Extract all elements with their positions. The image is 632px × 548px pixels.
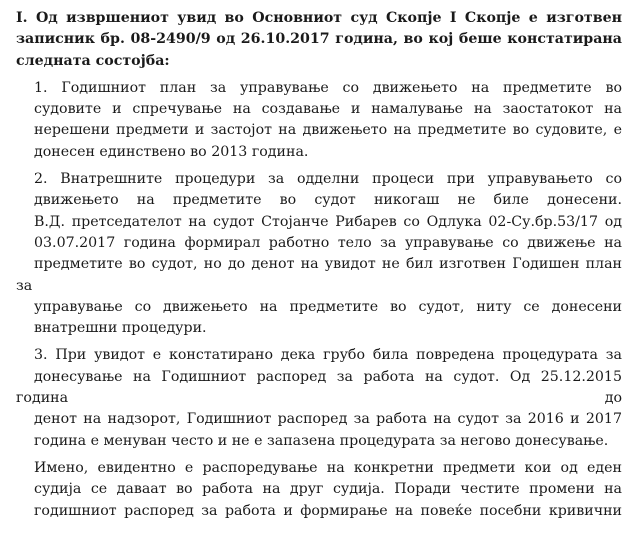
paragraph-line: судија се даваат во работа на друг судија. Поради честите промени на [34, 481, 622, 498]
paragraph-line: годишниот распоред за работа и формирање на повеќе посебни кривични [34, 502, 622, 519]
paragraph-line: донесување на Годишниот распоред за работа на судот. Од 25.12.2015 година до [16, 368, 622, 407]
paragraph-4 [16, 458, 622, 522]
paragraph-line: В.Д. претседателот на судот Стојанче Рибарев со Одлука 02-Су.бр.53/17 од [34, 213, 622, 230]
paragraph-line: 2. Внатрешните процедури за одделни процеси при управувањето со [34, 171, 622, 188]
paragraph-line: нерешени предмети и застојот на движењето на предметите во судовите, е [34, 122, 622, 139]
paragraph-1 [16, 78, 622, 163]
section-heading [16, 8, 622, 72]
paragraph-line: 1. Годишниот план за управување со движењето на предметите во [34, 79, 622, 96]
paragraph-line: судовите и спречување на создавање и намалување на заостатокот на [34, 101, 622, 118]
paragraph-line: 3. При увидот е констатирано дека грубо била повредена процедурата за [34, 347, 622, 364]
paragraph-line: движењето на предметите во судот никогаш не биле донесени. [34, 192, 622, 209]
paragraph-line: 03.07.2017 година формирал работно тело за управување со движење на [34, 234, 622, 251]
heading-line: следната состојба: [16, 52, 170, 69]
paragraph-line: донесен единствено во 2013 година. [34, 143, 309, 160]
paragraph-3 [16, 345, 622, 451]
paragraph-line: внатрешни процедури. [34, 320, 207, 337]
paragraph-2 [16, 169, 622, 339]
heading-line: записник бр. 08-2490/9 од 26.10.2017 година, во кој беше констатирана [16, 31, 622, 48]
heading-line: I. Од извршениот увид во Основниот суд Скопје I Скопје е изготвен [16, 10, 622, 26]
paragraph-line: година е менуван често и не е запазена процедурата за негово донесување. [34, 432, 609, 449]
paragraph-line: Имено, евидентно е распоредување на конкретни предмети кои од еден [34, 459, 622, 476]
paragraph-line: предметите во судот, но до денот на увидот не бил изготвен Годишен план за [16, 256, 622, 294]
paragraph-line: управување со движењето на предметите во судот, ниту се донесени [34, 298, 622, 315]
paragraph-line: денот на надзорот, Годишниот распоред за работа на судот за 2016 и 2017 [34, 411, 622, 428]
